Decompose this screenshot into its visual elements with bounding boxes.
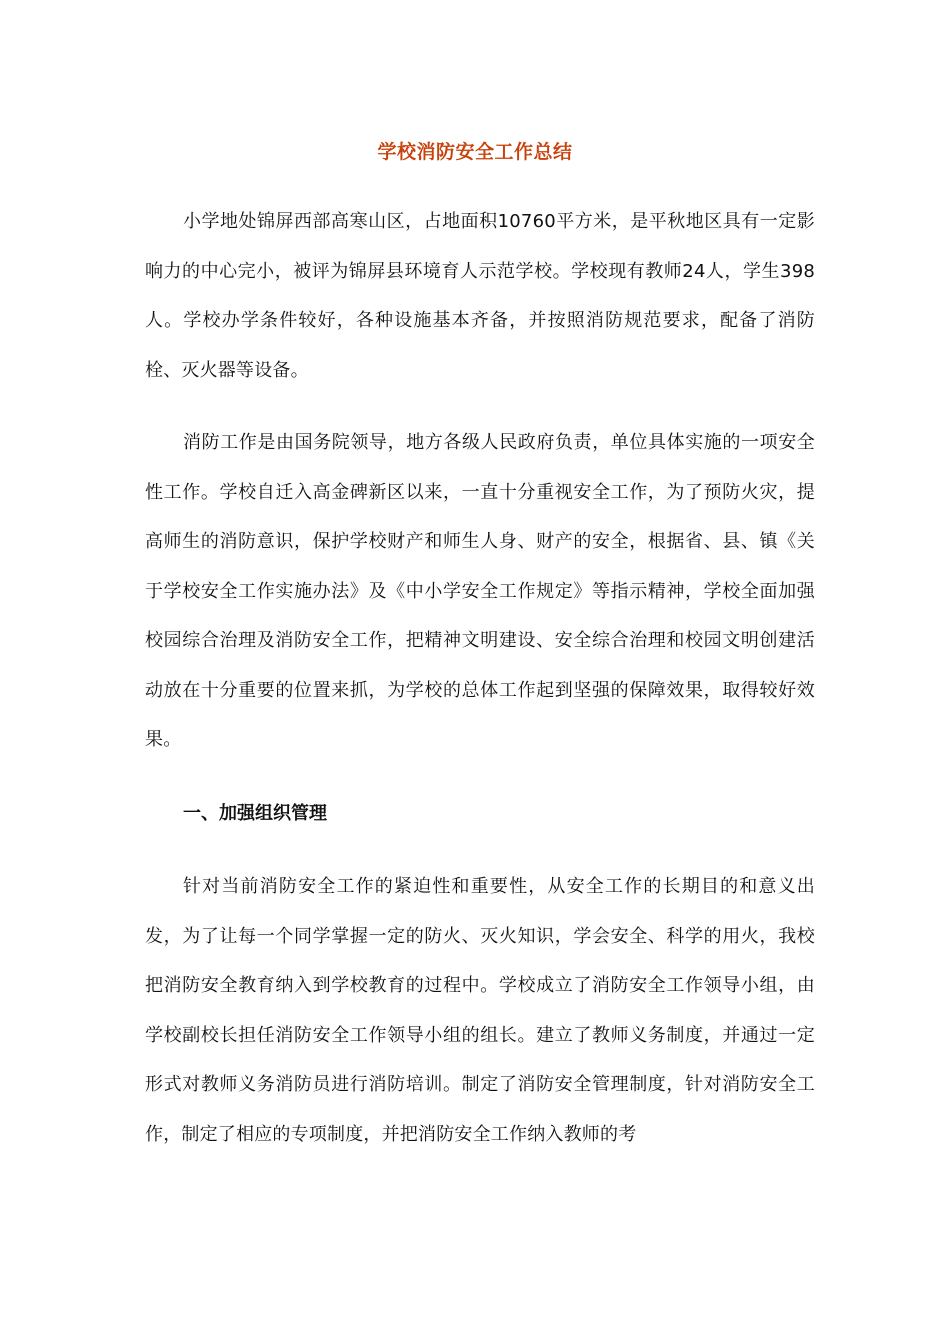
section-heading: 一、加强组织管理 <box>183 803 327 824</box>
paragraph-fire-safety: 消防工作是由国务院领导，地方各级人民政府负责，单位具体实施的一项安全性工作。学校自迁入高金碑新区以来，一直十分重视安全工作，为了预防火灾，提高师生的消防意识，保护学校财产和师生人身、财产的安全，根据省、县、镇《关于学校安全工作实施办法》及《中小学安全工作规定》等指示精神，学校全面加强校园综合治理及消防安全工作，把精神文明建设、安全综合治理和校园文明创建活动放在十分重要的位置来抓，为学校的总体工作起到坚强的保障效果，取得较好效果。 <box>145 432 815 750</box>
paragraph-organization: 针对当前消防安全工作的紧迫性和重要性，从安全工作的长期目的和意义出发，为了让每一个同学掌握一定的防火、灭火知识，学会安全、科学的用火，我校把消防安全教育纳入到学校教育的过程中。学校成立了消防安全工作领导小组，由学校副校长担任消防安全工作领导小组的组长。建立了教师义务制度，并通过一定形式对教师义务消防员进行消防培训。制定了消防安全管理制度，针对消防安全工作，制定了相应的专项制度，并把消防安全工作纳入教师的考 <box>145 876 815 1145</box>
document-title: 学校消防安全工作总结 <box>377 141 573 163</box>
paragraph-intro: 小学地处锦屏西部高寒山区，占地面积10760平方米，是平秋地区具有一定影响力的中心完小，被评为锦屏县环境育人示范学校。学校现有教师24人，学生398人。学校办学条件较好，各种设施基本齐备，并按照消防规范要求，配备了消防栓、灭火器等设备。 <box>145 211 815 381</box>
